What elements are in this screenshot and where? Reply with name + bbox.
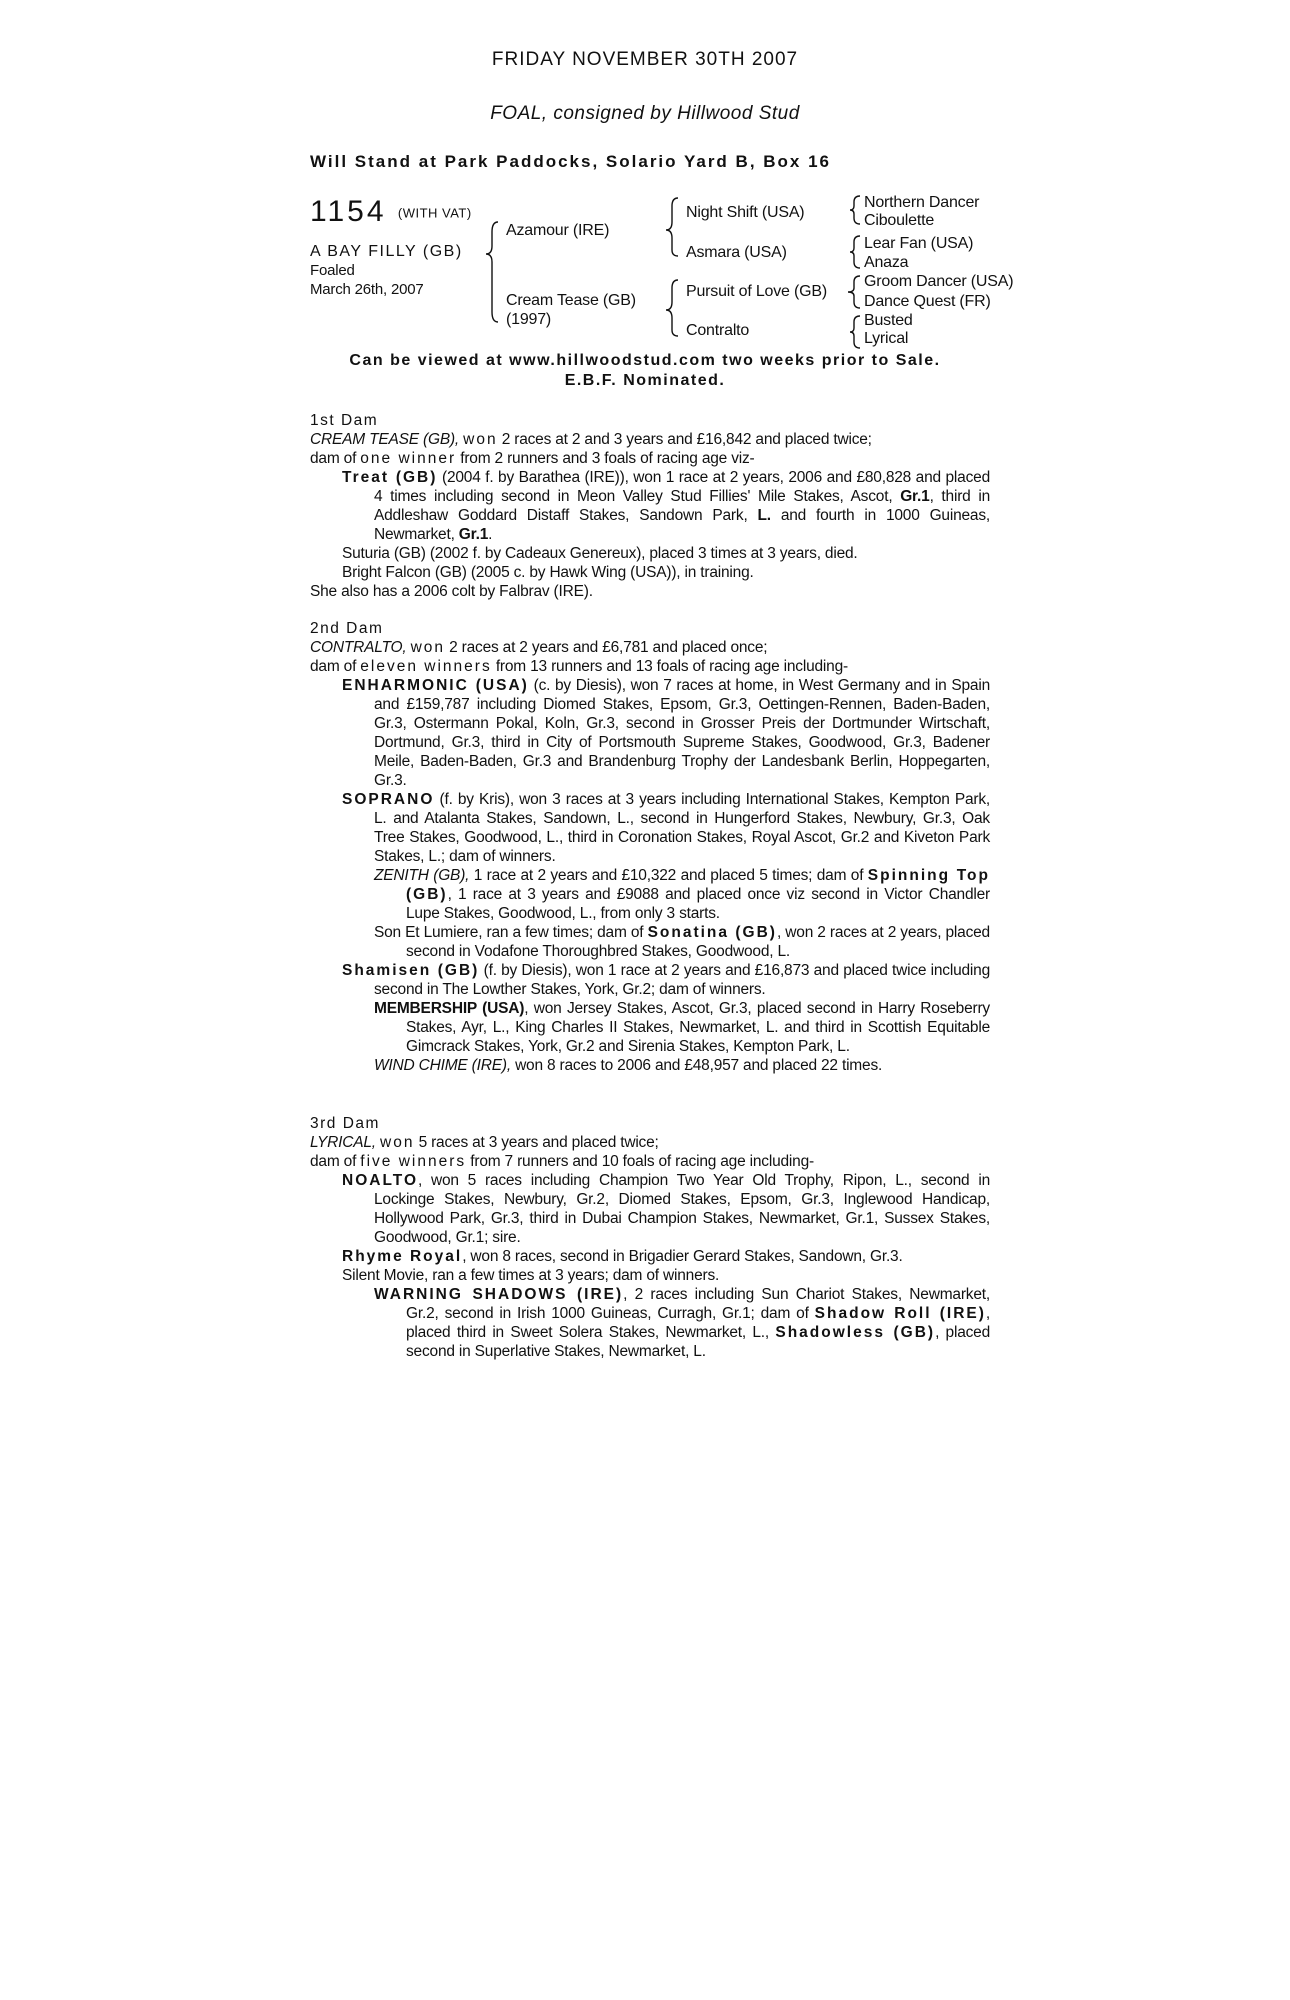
horse-name: ZENITH (GB),	[374, 867, 470, 884]
horse-name: Spinning Top (GB)	[406, 867, 990, 903]
produce-text: , won 8 races, second in Brigadier Gerard Stakes, Sandown, Gr.3.	[462, 1248, 903, 1265]
produce-text: (f. by Kris), won 3 races at 3 years including International Stakes, Kempton Park, L. and Atalanta Stakes, Sandown, L., second in Hungerford Stakes, Newbury, Gr.3, Oak Tree Stakes, Goodwood, L., third in Coronation Stakes, Royal Ascot, Gr.2 and Kiveton Park Stakes, L.; dam of winners.	[374, 791, 990, 865]
horse-name: Shamisen (GB)	[342, 962, 480, 979]
second-dam-section	[310, 619, 990, 1075]
third-dam-name: LYRICAL,	[310, 1134, 376, 1151]
produce-text: , placed second in Superlative Stakes, Newmarket, L.	[406, 1324, 991, 1360]
foaled-date: March 26th, 2007	[310, 281, 424, 298]
horse-name: Shadow Roll (IRE)	[814, 1305, 986, 1322]
sale-date: FRIDAY NOVEMBER 30TH 2007	[491, 49, 799, 70]
second-dam-produce-line	[310, 657, 990, 676]
produce-treat	[310, 468, 990, 544]
produce-son-et-lumiere	[310, 923, 990, 961]
produce-enharmonic	[310, 676, 990, 790]
produce-silent-movie: Silent Movie, ran a few times at 3 years; dam of winners.	[342, 1267, 720, 1284]
third-dam-line	[310, 1133, 990, 1152]
first-dam-line	[310, 430, 990, 449]
produce-text: , 2 races including Sun Chariot Stakes, Newmarket, Gr.2, second in Irish 1000 Guineas, Curragh, Gr.1; dam of	[406, 1286, 990, 1322]
horse-name: Sonatina (GB)	[647, 924, 777, 941]
first-dam-record: 2 races at 2 and 3 years and £16,842 and placed twice;	[501, 431, 872, 448]
produce-soprano	[310, 790, 990, 866]
pedigree-sire-dam: Asmara (USA)	[686, 244, 787, 261]
produce-wind-chime	[310, 1056, 990, 1075]
horse-name: SOPRANO	[342, 791, 435, 808]
produce-text: won 8 races to 2006 and £48,957 and placed 22 times.	[515, 1057, 883, 1074]
horse-name: ENHARMONIC (USA)	[342, 677, 529, 694]
third-dam-produce-line	[310, 1152, 990, 1171]
produce-text: (f. by Diesis), won 1 race at 2 years and £16,873 and placed twice including second in The Lowther Stakes, York, Gr.2; dam of winners.	[374, 962, 990, 998]
horse-name: WARNING SHADOWS (IRE)	[374, 1286, 624, 1303]
produce-text: , won Jersey Stakes, Ascot, Gr.3, placed second in Harry Roseberry Stakes, Ayr, L., King Charles II Stakes, Newmarket, L. and third in Scottish Equitable Gimcrack Stakes, York, Gr.2 and Sirenia Stakes, Kempton Park, L.	[406, 1000, 990, 1055]
winner-count: eleven winners	[360, 658, 492, 675]
second-dam-heading: 2nd Dam	[310, 620, 384, 637]
produce-membership	[310, 999, 990, 1056]
pedigree-g8: Lyrical	[864, 330, 909, 347]
second-dam-line	[310, 638, 990, 657]
produce-bright-falcon: Bright Falcon (GB) (2005 c. by Hawk Wing (USA)), in training.	[342, 564, 754, 581]
viewing-note: Can be viewed at www.hillwoodstud.com two weeks prior to Sale.	[349, 352, 941, 369]
pedigree-dam: Cream Tease (GB)	[506, 292, 636, 309]
pedigree-brackets	[0, 0, 1290, 360]
produce-text: (c. by Diesis), won 7 races at home, in West Germany and in Spain and £159,787 including Diomed Stakes, Epsom, Gr.3, Oettingen-Rennen, Baden-Baden, Gr.3, Ostermann Pokal, Koln, Gr.3, second in Grosser Preis der Dortmunder Wirtschaft, Dortmund, Gr.3, third in City of Portsmouth Supreme Stakes, Goodwood, Gr.3, Badener Meile, Baden-Baden, Gr.3 and Brandenburg Trophy der Landesbank Berlin, Hoppegarten, Gr.3.	[374, 677, 991, 789]
produce-rhyme-royal	[310, 1247, 990, 1266]
second-dam-record: 2 races at 2 years and £6,781 and placed once;	[449, 639, 768, 656]
lot-description: A BAY FILLY (GB)	[310, 243, 463, 260]
vat-label: (WITH VAT)	[397, 205, 472, 221]
stand-location: Will Stand at Park Paddocks, Solario Yard B, Box 16	[310, 152, 832, 171]
pedigree-dam-dam: Contralto	[686, 322, 750, 339]
produce-text: , won 5 races including Champion Two Year Old Trophy, Ripon, L., second in Lockinge Stakes, Newbury, Gr.2, Diomed Stakes, Epsom, Gr.3, Inglewood Handicap, Hollywood Park, Gr.3, third in Dubai Champion Stakes, Newmarket, Gr.1, Sussex Stakes, Goodwood, Gr.1; sire.	[374, 1172, 990, 1246]
produce-colt-note: She also has a 2006 colt by Falbrav (IRE).	[310, 583, 593, 600]
horse-name: Rhyme Royal	[342, 1248, 463, 1265]
pedigree-g5: Groom Dancer (USA)	[864, 273, 1014, 290]
produce-text: , 1 race at 3 years and £9088 and placed once viz second in Victor Chandler Lupe Stakes, Goodwood, L., from only 3 starts.	[406, 886, 990, 922]
grade-label: Gr.1	[900, 488, 930, 505]
dam-of-text: dam of	[310, 658, 357, 675]
pedigree-dam-year: (1997)	[506, 311, 552, 328]
horse-name: MEMBERSHIP (USA)	[374, 1000, 525, 1017]
pedigree-g7: Busted	[864, 312, 913, 329]
ebf-note: E.B.F. Nominated.	[564, 372, 726, 389]
horse-name: WIND CHIME (IRE),	[374, 1057, 511, 1074]
produce-text: .	[488, 526, 493, 543]
consignment-line: FOAL, consigned by Hillwood Stud	[490, 103, 800, 124]
won-word: won	[410, 639, 446, 656]
foaled-label: Foaled	[310, 262, 355, 279]
grade-label: L.	[757, 507, 771, 524]
third-dam-heading: 3rd Dam	[310, 1115, 380, 1132]
lot-number: 1154	[310, 195, 387, 228]
second-dam-name: CONTRALTO,	[310, 639, 407, 656]
winner-count: one winner	[360, 450, 457, 467]
grade-label: Gr.1	[458, 526, 489, 543]
produce-text: Son Et Lumiere, ran a few times; dam of	[374, 924, 644, 941]
produce-text: and fourth in 1000 Guineas, Newmarket,	[374, 507, 991, 543]
pedigree-g4: Anaza	[864, 254, 909, 271]
first-dam-section	[310, 411, 990, 601]
third-dam-section	[310, 1114, 990, 1361]
first-dam-heading: 1st Dam	[310, 412, 379, 429]
won-word: won	[380, 1134, 415, 1151]
pedigree-sire: Azamour (IRE)	[506, 222, 610, 239]
pedigree-sire-sire: Night Shift (USA)	[686, 204, 805, 221]
dam-of-text: dam of	[310, 1153, 357, 1170]
produce-text: , third in Addleshaw Goddard Distaff Stakes, Sandown Park,	[374, 488, 990, 524]
produce-suturia: Suturia (GB) (2002 f. by Cadeaux Genereux), placed 3 times at 3 years, died.	[342, 545, 858, 562]
produce-text: , placed third in Sweet Solera Stakes, Newmarket, L.,	[406, 1305, 991, 1341]
dam-of-text: dam of	[310, 450, 357, 467]
first-dam-produce-line	[310, 449, 990, 468]
horse-name: Treat (GB)	[342, 469, 438, 486]
winner-count: five winners	[360, 1153, 467, 1170]
produce-text: (2004 f. by Barathea (IRE)), won 1 race at 2 years, 2006 and £80,828 and placed 4 times including second in Meon Valley Stud Fillies' Mile Stakes, Ascot,	[374, 469, 990, 505]
pedigree-g3: Lear Fan (USA)	[864, 235, 974, 252]
pedigree-g1: Northern Dancer	[864, 194, 980, 211]
pedigree-g6: Dance Quest (FR)	[864, 293, 991, 310]
produce-text: from 7 runners and 10 foals of racing age including-	[470, 1153, 814, 1170]
horse-name: Shadowless (GB)	[775, 1324, 936, 1341]
won-word: won	[463, 431, 498, 448]
pedigree-g2: Ciboulette	[864, 212, 935, 229]
pedigree-dam-sire: Pursuit of Love (GB)	[686, 283, 827, 300]
produce-noalto	[310, 1171, 990, 1247]
produce-text: 1 race at 2 years and £10,322 and placed 5 times; dam of	[473, 867, 864, 884]
horse-name: NOALTO	[342, 1172, 419, 1189]
produce-zenith	[310, 866, 990, 923]
produce-shamisen	[310, 961, 990, 999]
produce-text: from 13 runners and 13 foals of racing age including-	[495, 658, 848, 675]
produce-text: from 2 runners and 3 foals of racing age viz-	[460, 450, 755, 467]
third-dam-record: 5 races at 3 years and placed twice;	[418, 1134, 659, 1151]
first-dam-name: CREAM TEASE (GB),	[310, 431, 460, 448]
produce-text: , won 2 races at 2 years, placed second in Vodafone Thoroughbred Stakes, Goodwood, L.	[406, 924, 990, 960]
produce-warning-shadows	[310, 1285, 990, 1361]
